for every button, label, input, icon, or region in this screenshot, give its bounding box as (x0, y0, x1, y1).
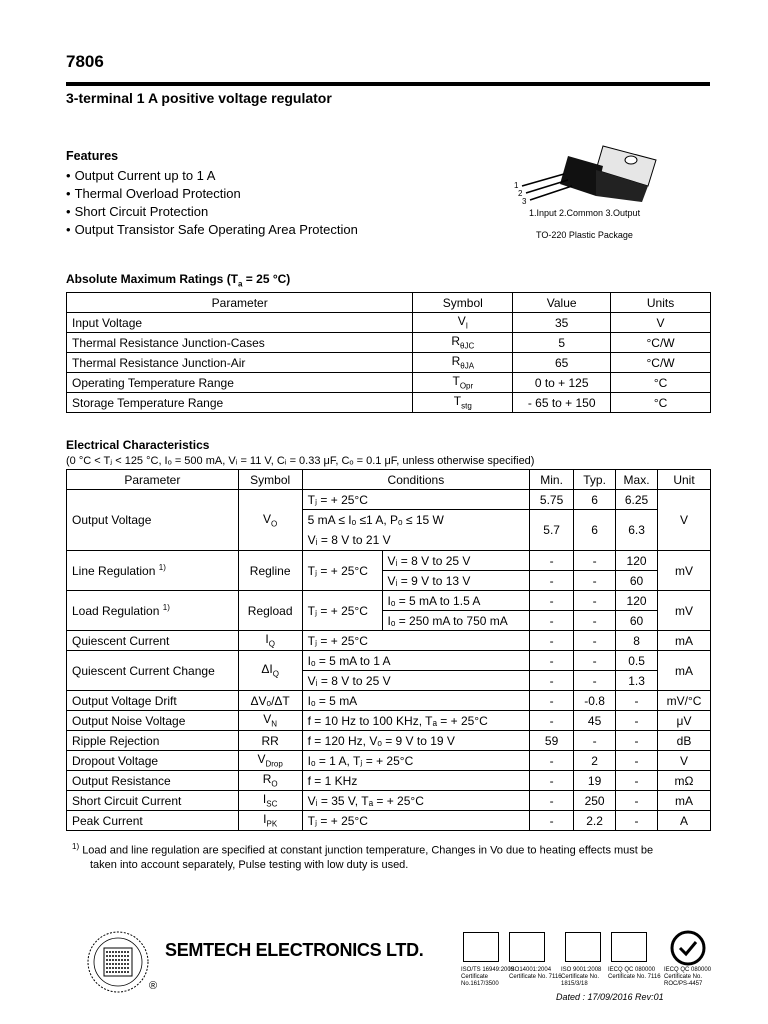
cell-symbol: $V_N$ (238, 711, 302, 731)
cell-typ: - (574, 571, 616, 591)
cell-parameter: Dropout Voltage (67, 751, 239, 771)
cell-max: - (616, 751, 658, 771)
table-row (67, 791, 711, 811)
col-header: Parameter (67, 293, 413, 313)
cell-min: 5.75 (530, 490, 574, 510)
cell-condition: Vᵢ = 8 V to 25 V (302, 671, 529, 691)
cell-typ: - (574, 651, 616, 671)
footnote (72, 840, 712, 872)
cell-typ: 6 (574, 510, 616, 551)
cert-caption: IECQ QC 080000 Certificate No. 7116 (608, 967, 661, 980)
cell-unit: V (658, 490, 711, 551)
col-header: Conditions (302, 470, 529, 490)
cell-max: - (616, 711, 658, 731)
abs-max-heading-sub: a (238, 279, 243, 289)
cell-parameter: Output Voltage (67, 490, 239, 551)
cell-condition: Tⱼ = + 25°C (302, 551, 382, 591)
cell-value: 5 (513, 333, 611, 353)
pinout-caption: 1.Input 2.Common 3.Output (529, 208, 641, 218)
cell-min: - (530, 711, 574, 731)
col-header: Symbol (413, 293, 513, 313)
cell-typ: 19 (574, 771, 616, 791)
cell-unit: mA (658, 631, 711, 651)
cell-min: 5.7 (530, 510, 574, 551)
cell-parameter: Thermal Resistance Junction-Cases (67, 333, 413, 353)
cell-typ: 45 (574, 711, 616, 731)
cell-subcondition: Iₒ = 250 mA to 750 mA (382, 611, 530, 631)
cell-value: 65 (513, 353, 611, 373)
cell-min: - (530, 611, 574, 631)
cell-symbol: ΔVₒ/ΔT (238, 691, 302, 711)
cell-symbol: $\Delta I_Q$ (238, 651, 302, 691)
cell-unit: V (658, 751, 711, 771)
cell-condition: f = 10 Hz to 100 KHz, Tₐ = + 25°C (302, 711, 529, 731)
part-number: 7806 (66, 52, 104, 71)
cert-badge-icon (509, 932, 545, 962)
features-list (66, 167, 358, 239)
cert-caption: ISO/TS 16949:2009 Certificate No.1617/3500 (461, 967, 515, 987)
cell-subcondition: Iₒ = 5 mA to 1.5 A (382, 591, 530, 611)
table-row (67, 551, 711, 571)
cell-value: 0 to + 125 (513, 373, 611, 393)
cell-condition: Iₒ = 1 A, Tⱼ = + 25°C (302, 751, 529, 771)
cell-parameter: Peak Current (67, 811, 239, 831)
cell-value: 35 (513, 313, 611, 333)
electrical-conditions: (0 °C < Tⱼ < 125 °C, Iₒ = 500 mA, Vᵢ = 11 V, Cᵢ = 0.33 μF, Cₒ = 0.1 μF, unless otherwise specified) (66, 455, 535, 467)
feature-item: • Thermal Overload Protection (66, 185, 358, 203)
cell-condition: Tⱼ = + 25°C (302, 631, 529, 651)
cell-max: - (616, 691, 658, 711)
cell-condition: f = 120 Hz, Vₒ = 9 V to 19 V (302, 731, 529, 751)
cell-typ: 6 (574, 490, 616, 510)
cell-unit: mA (658, 791, 711, 811)
cell-max: 6.25 (616, 490, 658, 510)
cell-symbol: $R_{\theta JC}$ (413, 333, 513, 353)
cell-condition: Vᵢ = 35 V, Tₐ = + 25°C (302, 791, 529, 811)
cell-units: °C (611, 373, 711, 393)
cell-min: - (530, 571, 574, 591)
table-row (67, 631, 711, 651)
cert-badge-icon (565, 932, 601, 962)
table-header-row (67, 470, 711, 490)
cell-units: °C/W (611, 353, 711, 373)
cell-symbol: $R_O$ (238, 771, 302, 791)
cell-typ: - (574, 591, 616, 611)
electrical-table (66, 469, 711, 831)
cell-unit: mV (658, 591, 711, 631)
cell-max: 120 (616, 551, 658, 571)
cell-units: °C/W (611, 333, 711, 353)
cell-typ: - (574, 611, 616, 631)
cell-max: 60 (616, 571, 658, 591)
cell-min: - (530, 751, 574, 771)
col-header: Min. (530, 470, 574, 490)
feature-item: • Short Circuit Protection (66, 203, 358, 221)
table-row (67, 811, 711, 831)
cert-caption: ISO 9001:2008 Certificate No. 1815/3/18 (561, 967, 602, 987)
pin-1-label: 1 (514, 181, 519, 190)
cell-max: 0.5 (616, 651, 658, 671)
cell-symbol: $I_{SC}$ (238, 791, 302, 811)
cell-min: - (530, 791, 574, 811)
cell-typ: - (574, 551, 616, 571)
cell-max: 120 (616, 591, 658, 611)
cell-parameter: Operating Temperature Range (67, 373, 413, 393)
pin-3-label: 3 (522, 197, 527, 206)
cell-max: 8 (616, 631, 658, 651)
cell-condition: 5 mA ≤ Iₒ ≤1 A, Pₒ ≤ 15 W Vᵢ = 8 V to 21 V (302, 510, 529, 551)
cell-unit: dB (658, 731, 711, 751)
cell-max: - (616, 791, 658, 811)
table-row (67, 490, 711, 510)
cell-typ: 2 (574, 751, 616, 771)
company-seal-logo (86, 930, 150, 994)
cell-condition: Tⱼ = + 25°C (302, 591, 382, 631)
cell-typ: -0.8 (574, 691, 616, 711)
page-subtitle: 3-terminal 1 A positive voltage regulator (66, 90, 332, 106)
cell-symbol: $V_O$ (238, 490, 302, 551)
cell-condition: f = 1 KHz (302, 771, 529, 791)
cell-symbol: Regline (238, 551, 302, 591)
table-row (67, 313, 711, 333)
cell-parameter: Quiescent Current Change (67, 651, 239, 691)
cell-max: 1.3 (616, 671, 658, 691)
col-header: Units (611, 293, 711, 313)
cell-min: - (530, 771, 574, 791)
table-row (67, 771, 711, 791)
cell-parameter: Ripple Rejection (67, 731, 239, 751)
cell-unit: μV (658, 711, 711, 731)
cell-typ: 2.2 (574, 811, 616, 831)
cell-min: - (530, 811, 574, 831)
sgs-cert-icon (664, 930, 712, 966)
package-caption: TO-220 Plastic Package (536, 230, 633, 240)
cell-typ: 250 (574, 791, 616, 811)
cell-min: - (530, 591, 574, 611)
abs-max-table (66, 292, 711, 413)
cell-symbol: $V_I$ (413, 313, 513, 333)
abs-max-heading-text: Absolute Maximum Ratings (T (66, 272, 239, 286)
table-row (67, 651, 711, 671)
cell-parameter: Line Regulation $^{1)}$ (67, 551, 239, 591)
cell-condition: Tⱼ = + 25°C (302, 490, 529, 510)
cell-min: 59 (530, 731, 574, 751)
table-row (67, 711, 711, 731)
cell-parameter: Short Circuit Current (67, 791, 239, 811)
electrical-heading: Electrical Characteristics (66, 438, 210, 452)
cell-unit: mV/°C (658, 691, 711, 711)
cell-unit: mA (658, 651, 711, 691)
col-header: Unit (658, 470, 711, 490)
table-header-row (67, 293, 711, 313)
cell-symbol: $T_{Opr}$ (413, 373, 513, 393)
cell-unit: mΩ (658, 771, 711, 791)
cell-min: - (530, 551, 574, 571)
table-row (67, 393, 711, 413)
cell-unit: A (658, 811, 711, 831)
col-header: Typ. (574, 470, 616, 490)
cell-unit: mV (658, 551, 711, 591)
pin-2-label: 2 (518, 189, 523, 198)
cell-parameter: Thermal Resistance Junction-Air (67, 353, 413, 373)
cell-max: - (616, 771, 658, 791)
cell-typ: - (574, 631, 616, 651)
cell-typ: - (574, 731, 616, 751)
table-row (67, 751, 711, 771)
cell-max: - (616, 811, 658, 831)
features-heading: Features (66, 149, 119, 163)
col-header: Symbol (238, 470, 302, 490)
footnote-line-2: taken into account separately, Pulse testing with low duty is used. (90, 858, 409, 871)
cell-min: - (530, 691, 574, 711)
table-row (67, 333, 711, 353)
footnote-line-1: $^{1)}$ Load and line regulation are specified at constant junction temperature, Changes in Vo due to heating effects must be (72, 842, 654, 857)
cell-units: V (611, 313, 711, 333)
cell-min: - (530, 651, 574, 671)
table-row (67, 591, 711, 611)
abs-max-heading-tail: = 25 °C) (242, 272, 291, 286)
header-rule (66, 82, 710, 86)
cert-caption: ISO14001:2004 Certificate No. 7116 (509, 967, 562, 980)
table-row (67, 691, 711, 711)
col-header: Value (513, 293, 611, 313)
cell-subcondition: Vᵢ = 9 V to 13 V (382, 571, 530, 591)
col-header: Max. (616, 470, 658, 490)
cell-symbol: Regload (238, 591, 302, 631)
cert-badge-icon (463, 932, 499, 962)
feature-item: • Output Transistor Safe Operating Area Protection (66, 221, 358, 239)
cell-symbol: $R_{\theta JA}$ (413, 353, 513, 373)
cell-value: - 65 to + 150 (513, 393, 611, 413)
cert-badge-icon (611, 932, 647, 962)
cell-max: 6.3 (616, 510, 658, 551)
cell-parameter: Input Voltage (67, 313, 413, 333)
cell-condition: Iₒ = 5 mA (302, 691, 529, 711)
cell-parameter: Quiescent Current (67, 631, 239, 651)
company-name: SEMTECH ELECTRONICS LTD. (165, 940, 424, 960)
cell-min: - (530, 631, 574, 651)
cell-symbol: $T_{stg}$ (413, 393, 513, 413)
cell-subcondition: Vᵢ = 8 V to 25 V (382, 551, 530, 571)
cell-parameter: Load Regulation $^{1)}$ (67, 591, 239, 631)
cell-condition: Tⱼ = + 25°C (302, 811, 529, 831)
col-header: Parameter (67, 470, 239, 490)
cell-condition: Iₒ = 5 mA to 1 A (302, 651, 529, 671)
dated-revision: Dated : 17/09/2016 Rev:01 (556, 992, 664, 1002)
cell-max: 60 (616, 611, 658, 631)
cert-caption: IECQ QC 080000 Certificate No. ROC/PS-4457 (664, 967, 712, 987)
cell-parameter: Output Voltage Drift (67, 691, 239, 711)
cell-typ: - (574, 671, 616, 691)
table-row (67, 373, 711, 393)
cell-symbol: $I_{PK}$ (238, 811, 302, 831)
table-row (67, 731, 711, 751)
abs-max-heading (66, 272, 290, 288)
table-row (67, 353, 711, 373)
cell-parameter: Output Noise Voltage (67, 711, 239, 731)
cell-parameter: Output Resistance (67, 771, 239, 791)
cell-parameter: Storage Temperature Range (67, 393, 413, 413)
registered-mark: ® (149, 980, 158, 992)
cell-min: - (530, 671, 574, 691)
cell-symbol: RR (238, 731, 302, 751)
cell-units: °C (611, 393, 711, 413)
feature-item: • Output Current up to 1 A (66, 167, 358, 185)
cell-symbol: $I_Q$ (238, 631, 302, 651)
cell-symbol: $V_{Drop}$ (238, 751, 302, 771)
cell-max: - (616, 731, 658, 751)
